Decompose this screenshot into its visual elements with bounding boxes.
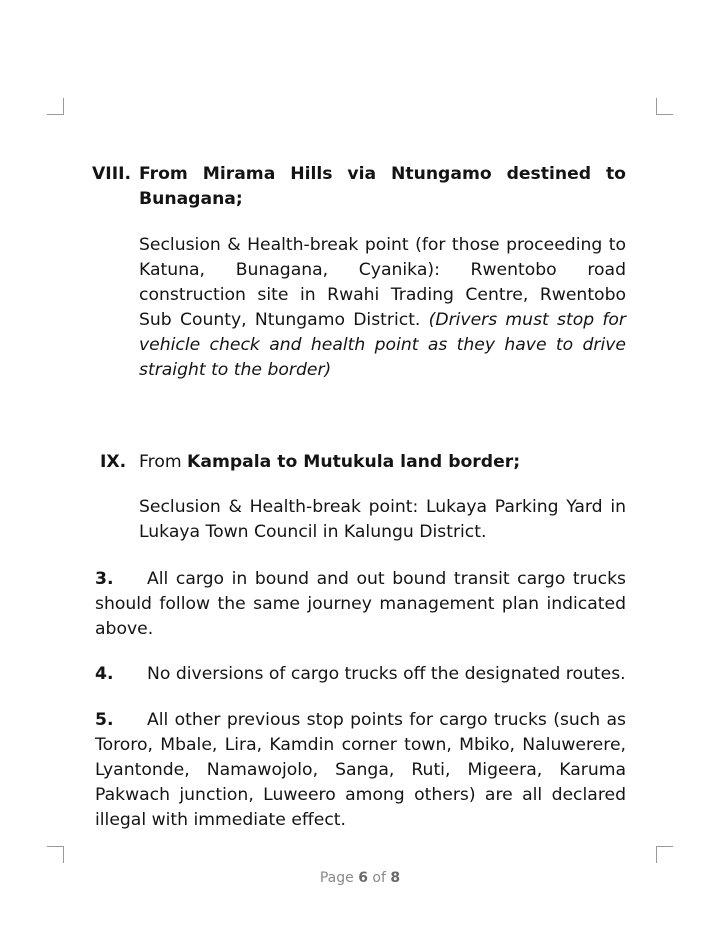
section-viii-body-italic: (Drivers must stop for vehicle check and health point as they have to drive straight to the border): [139, 310, 626, 380]
section-ix-heading-bold: Kampala to Mutukula land border;: [187, 452, 521, 472]
section-viii-heading-line1: From Mirama Hills via Ntungamo destined to: [139, 164, 626, 184]
point-4-number: 4.: [95, 664, 114, 684]
section-ix-number: IX.: [100, 452, 127, 472]
footer-total-pages: 8: [390, 870, 401, 886]
point-3-number: 3.: [95, 569, 114, 589]
crop-mark-bottom-left: [47, 846, 64, 863]
point-3: [95, 567, 626, 642]
page-footer: [0, 870, 720, 886]
section-viii-heading-line2: Bunagana;: [139, 189, 243, 209]
footer-of-word: of: [372, 870, 386, 886]
section-ix-heading-prefix: From: [139, 452, 188, 472]
crop-mark-top-left: [47, 98, 64, 115]
section-viii-body-text: Seclusion & Health-break point (for those proceeding to Katuna, Bunagana, Cyanika): Rwentobo road construction site in Rwahi Trading Centre, Rwentobo Sub County, Ntungamo District.: [139, 235, 626, 330]
point-4: [95, 662, 626, 687]
section-viii-number: VIII.: [92, 164, 132, 184]
point-4-text: No diversions of cargo trucks off the designated routes.: [147, 664, 626, 684]
footer-page-word: Page: [319, 870, 354, 886]
section-ix-body: Seclusion & Health-break point: Lukaya Parking Yard in Lukaya Town Council in Kalungu District.: [139, 497, 626, 542]
section-ix-heading-text: [139, 450, 626, 475]
section-viii-body: [139, 233, 626, 383]
footer-current-page: 6: [358, 870, 368, 886]
crop-mark-top-right: [656, 98, 673, 115]
point-5: [95, 708, 626, 833]
point-5-number: 5.: [95, 710, 114, 730]
crop-mark-bottom-right: [656, 846, 673, 863]
point-3-text: All cargo in bound and out bound transit cargo trucks should follow the same journey management plan indicated above.: [95, 569, 626, 639]
point-5-text: All other previous stop points for cargo trucks (such as Tororo, Mbale, Lira, Kamdin corner town, Mbiko, Naluwerere, Lyantonde, Namawojolo, Sanga, Ruti, Migeera, Karuma Pakwach junction, Luweero among others) are all declared illegal with immediate effect.: [95, 710, 626, 830]
